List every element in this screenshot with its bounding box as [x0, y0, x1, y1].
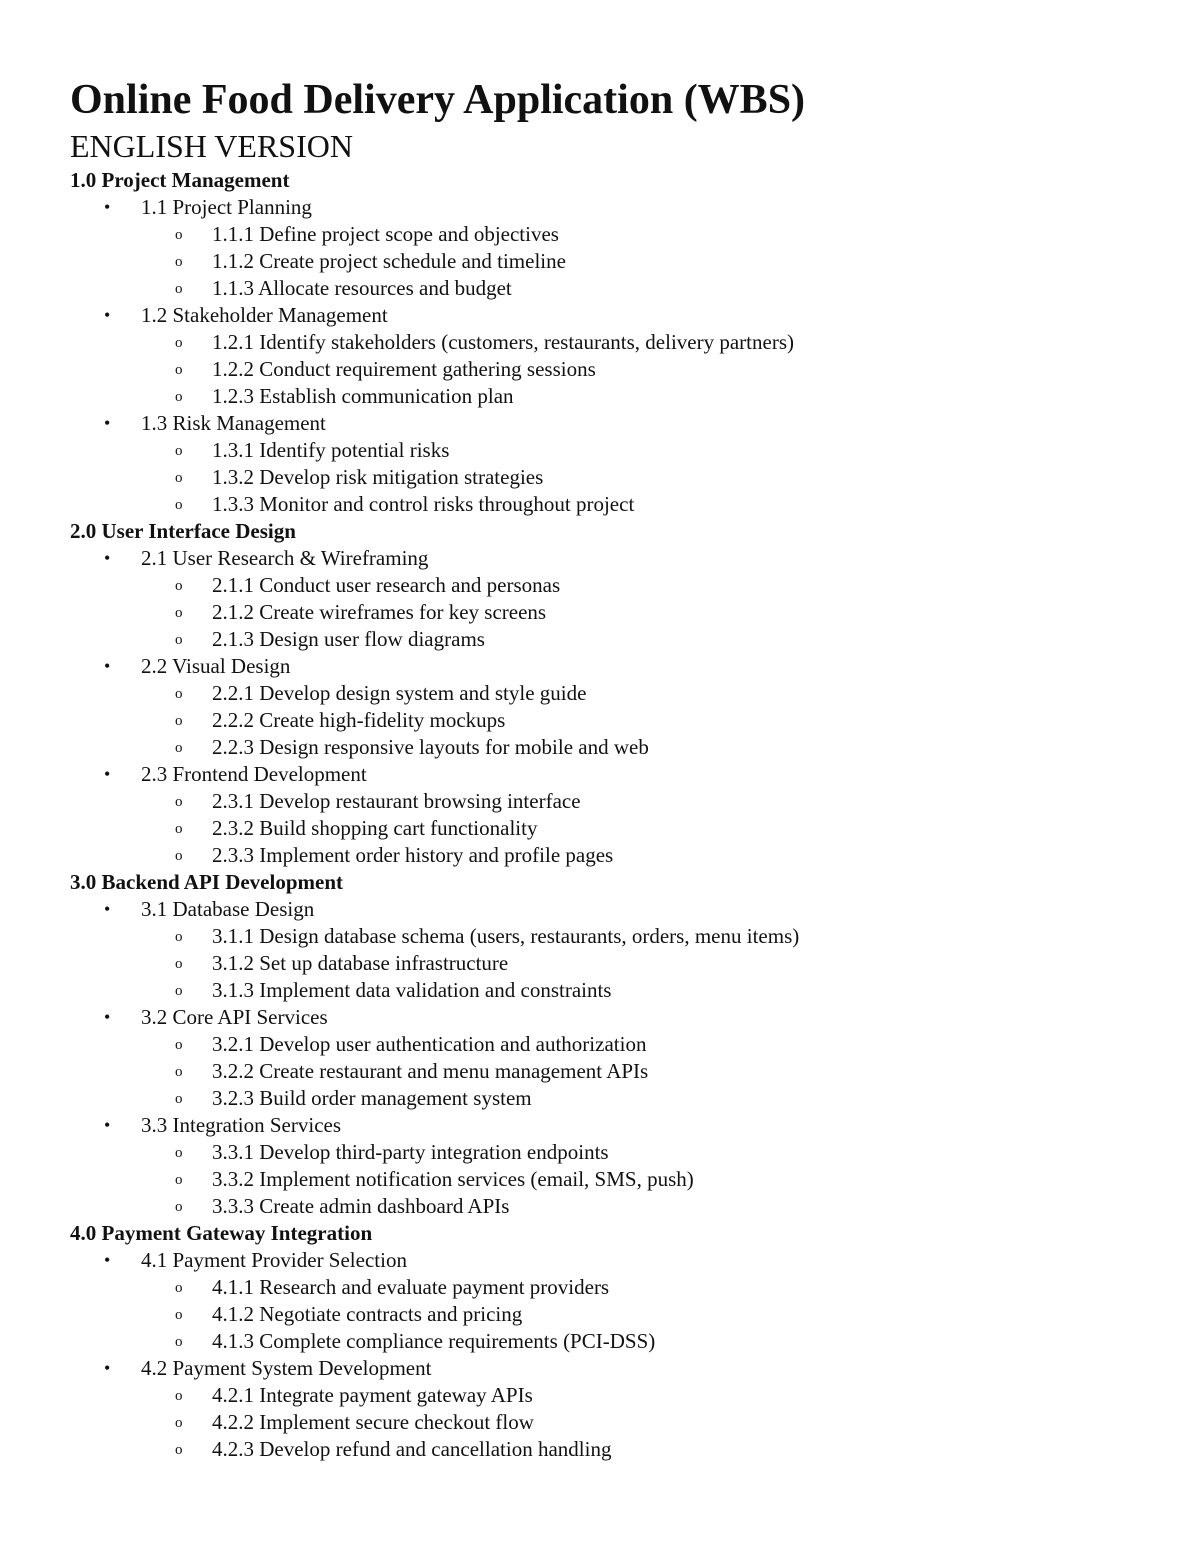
document-subtitle: ENGLISH VERSION — [70, 128, 353, 164]
wbs-task-label: 1.1.2 Create project schedule and timeline — [212, 249, 566, 273]
wbs-task-label: 2.3.2 Build shopping cart functionality — [212, 816, 538, 840]
wbs-task — [70, 1139, 1200, 1166]
wbs-task-label: 3.1.2 Set up database infrastructure — [212, 951, 509, 975]
wbs-task — [70, 572, 1200, 599]
circle-bullet-icon: o — [175, 281, 183, 297]
circle-bullet-icon: o — [175, 605, 183, 621]
wbs-task — [70, 437, 1200, 464]
wbs-item — [70, 302, 1200, 329]
wbs-task-label: 2.3.3 Implement order history and profile pages — [212, 843, 614, 867]
wbs-task — [70, 1058, 1200, 1085]
wbs-task-label: 2.2.2 Create high-fidelity mockups — [212, 708, 506, 732]
wbs-item — [70, 194, 1200, 221]
circle-bullet-icon: o — [175, 1280, 183, 1296]
wbs-task-label: 2.2.1 Develop design system and style guide — [212, 681, 587, 705]
circle-bullet-icon: o — [175, 1334, 183, 1350]
wbs-task — [70, 1031, 1200, 1058]
wbs-task-label: 3.1.3 Implement data validation and constraints — [212, 978, 612, 1002]
bullet-icon: • — [104, 305, 111, 325]
wbs-task-label: 4.1.1 Research and evaluate payment providers — [212, 1275, 610, 1299]
circle-bullet-icon: o — [175, 848, 183, 864]
circle-bullet-icon: o — [175, 713, 183, 729]
circle-bullet-icon: o — [175, 470, 183, 486]
wbs-task — [70, 1274, 1200, 1301]
wbs-task-label: 1.1.1 Define project scope and objectives — [212, 222, 559, 246]
bullet-icon: • — [104, 899, 111, 919]
section-heading: 4.0 Payment Gateway Integration — [70, 1221, 373, 1245]
wbs-item-label: 1.2 Stakeholder Management — [141, 303, 388, 327]
wbs-task-label: 1.1.3 Allocate resources and budget — [212, 276, 512, 300]
wbs-item — [70, 1247, 1200, 1274]
wbs-item-label: 2.1 User Research & Wireframing — [141, 546, 429, 570]
wbs-task-label: 2.1.1 Conduct user research and personas — [212, 573, 561, 597]
wbs-task — [70, 788, 1200, 815]
circle-bullet-icon: o — [175, 335, 183, 351]
circle-bullet-icon: o — [175, 1091, 183, 1107]
circle-bullet-icon: o — [175, 929, 183, 945]
wbs-item — [70, 761, 1200, 788]
wbs-task — [70, 1166, 1200, 1193]
bullet-icon: • — [104, 1007, 111, 1027]
document-title: Online Food Delivery Application (WBS) — [70, 77, 806, 123]
wbs-task-label: 2.1.2 Create wireframes for key screens — [212, 600, 547, 624]
wbs-task — [70, 1085, 1200, 1112]
circle-bullet-icon: o — [175, 497, 183, 513]
wbs-task-label: 3.3.2 Implement notification services (email, SMS, push) — [212, 1167, 694, 1191]
wbs-item-label: 3.1 Database Design — [141, 897, 315, 921]
wbs-task — [70, 815, 1200, 842]
wbs-task — [70, 329, 1200, 356]
wbs-task-label: 3.2.2 Create restaurant and menu management APIs — [212, 1059, 649, 1083]
wbs-item-label: 1.3 Risk Management — [141, 411, 326, 435]
section-heading: 3.0 Backend API Development — [70, 870, 343, 894]
circle-bullet-icon: o — [175, 1388, 183, 1404]
circle-bullet-icon: o — [175, 443, 183, 459]
wbs-task-label: 4.2.3 Develop refund and cancellation handling — [212, 1437, 612, 1461]
wbs-task — [70, 734, 1200, 761]
bullet-icon: • — [104, 413, 111, 433]
wbs-task-label: 1.2.3 Establish communication plan — [212, 384, 514, 408]
circle-bullet-icon: o — [175, 1199, 183, 1215]
bullet-icon: • — [104, 1250, 111, 1270]
wbs-item-label: 4.1 Payment Provider Selection — [141, 1248, 407, 1272]
wbs-task — [70, 977, 1200, 1004]
wbs-task-label: 2.2.3 Design responsive layouts for mobile and web — [212, 735, 649, 759]
wbs-task — [70, 923, 1200, 950]
wbs-task — [70, 1436, 1200, 1463]
wbs-item-label: 1.1 Project Planning — [141, 195, 312, 219]
circle-bullet-icon: o — [175, 1037, 183, 1053]
wbs-task — [70, 707, 1200, 734]
circle-bullet-icon: o — [175, 686, 183, 702]
wbs-item-label: 2.2 Visual Design — [141, 654, 291, 678]
wbs-item — [70, 545, 1200, 572]
wbs-task — [70, 1328, 1200, 1355]
wbs-task — [70, 1409, 1200, 1436]
wbs-task — [70, 626, 1200, 653]
wbs-task-label: 1.3.2 Develop risk mitigation strategies — [212, 465, 544, 489]
bullet-icon: • — [104, 548, 111, 568]
wbs-task — [70, 491, 1200, 518]
wbs-task — [70, 464, 1200, 491]
circle-bullet-icon: o — [175, 362, 183, 378]
wbs-item-label: 4.2 Payment System Development — [141, 1356, 432, 1380]
circle-bullet-icon: o — [175, 740, 183, 756]
section-heading: 1.0 Project Management — [70, 168, 290, 192]
circle-bullet-icon: o — [175, 254, 183, 270]
wbs-task-label: 3.2.1 Develop user authentication and authorization — [212, 1032, 647, 1056]
wbs-task — [70, 383, 1200, 410]
circle-bullet-icon: o — [175, 1307, 183, 1323]
bullet-icon: • — [104, 197, 111, 217]
wbs-task — [70, 950, 1200, 977]
wbs-task — [70, 248, 1200, 275]
wbs-task-label: 4.1.2 Negotiate contracts and pricing — [212, 1302, 523, 1326]
circle-bullet-icon: o — [175, 632, 183, 648]
wbs-task — [70, 1382, 1200, 1409]
circle-bullet-icon: o — [175, 1145, 183, 1161]
wbs-item-label: 2.3 Frontend Development — [141, 762, 367, 786]
wbs-item-label: 3.2 Core API Services — [141, 1005, 328, 1029]
circle-bullet-icon: o — [175, 983, 183, 999]
wbs-item — [70, 1112, 1200, 1139]
bullet-icon: • — [104, 1115, 111, 1135]
wbs-task-label: 1.3.3 Monitor and control risks throughout project — [212, 492, 635, 516]
wbs-task-label: 3.2.3 Build order management system — [212, 1086, 532, 1110]
circle-bullet-icon: o — [175, 389, 183, 405]
wbs-outline — [70, 167, 1200, 1463]
wbs-task — [70, 275, 1200, 302]
wbs-task-label: 1.2.1 Identify stakeholders (customers, restaurants, delivery partners) — [212, 330, 794, 354]
circle-bullet-icon: o — [175, 1415, 183, 1431]
bullet-icon: • — [104, 764, 111, 784]
wbs-item — [70, 1355, 1200, 1382]
circle-bullet-icon: o — [175, 794, 183, 810]
wbs-task-label: 3.3.3 Create admin dashboard APIs — [212, 1194, 510, 1218]
wbs-task-label: 4.2.2 Implement secure checkout flow — [212, 1410, 534, 1434]
circle-bullet-icon: o — [175, 821, 183, 837]
wbs-task-label: 4.2.1 Integrate payment gateway APIs — [212, 1383, 533, 1407]
wbs-item — [70, 896, 1200, 923]
wbs-task-label: 1.3.1 Identify potential risks — [212, 438, 450, 462]
wbs-task-label: 3.1.1 Design database schema (users, restaurants, orders, menu items) — [212, 924, 800, 948]
wbs-task — [70, 842, 1200, 869]
wbs-item — [70, 410, 1200, 437]
circle-bullet-icon: o — [175, 1172, 183, 1188]
wbs-task — [70, 599, 1200, 626]
bullet-icon: • — [104, 1358, 111, 1378]
wbs-item — [70, 1004, 1200, 1031]
wbs-task-label: 1.2.2 Conduct requirement gathering sessions — [212, 357, 596, 381]
circle-bullet-icon: o — [175, 1064, 183, 1080]
circle-bullet-icon: o — [175, 227, 183, 243]
wbs-task — [70, 680, 1200, 707]
wbs-task-label: 2.1.3 Design user flow diagrams — [212, 627, 485, 651]
wbs-task-label: 2.3.1 Develop restaurant browsing interface — [212, 789, 581, 813]
wbs-task — [70, 1301, 1200, 1328]
bullet-icon: • — [104, 656, 111, 676]
wbs-task-label: 3.3.1 Develop third-party integration endpoints — [212, 1140, 609, 1164]
wbs-item — [70, 653, 1200, 680]
wbs-task-label: 4.1.3 Complete compliance requirements (PCI-DSS) — [212, 1329, 656, 1353]
wbs-task — [70, 1193, 1200, 1220]
circle-bullet-icon: o — [175, 956, 183, 972]
section-heading: 2.0 User Interface Design — [70, 519, 296, 543]
wbs-item-label: 3.3 Integration Services — [141, 1113, 342, 1137]
circle-bullet-icon: o — [175, 578, 183, 594]
wbs-task — [70, 221, 1200, 248]
circle-bullet-icon: o — [175, 1442, 183, 1458]
wbs-task — [70, 356, 1200, 383]
